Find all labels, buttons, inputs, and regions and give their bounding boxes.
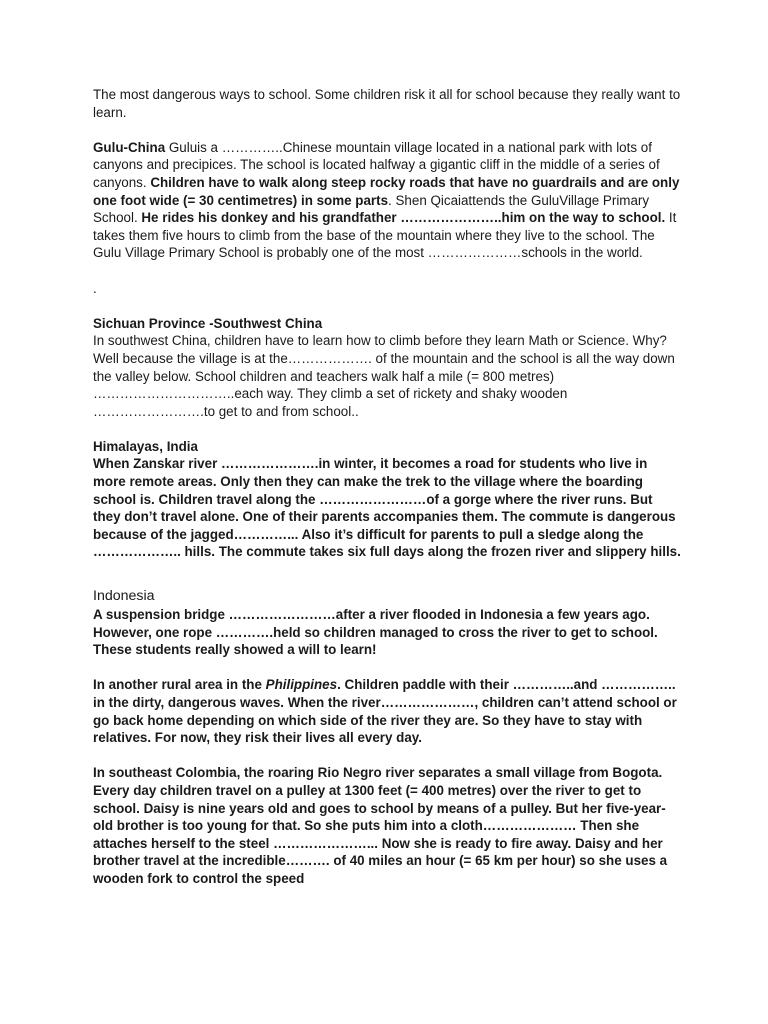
colombia-paragraph: In southeast Colombia, the roaring Rio Negro river separates a small village from Bogota. Every day children travel on a pulley at 1300 feet (= 400 metres) over the river to get to school. Daisy is nine years old and goes to school by means of a pulley. But her five-year-old brother is too young for that. So she puts him into a cloth………………… Then she attaches herself to the steel …………………... Now she is ready to fire away. Daisy and her brother travel at the incredible………. of 40 miles an hour (= 65 km per hour) so she uses a wooden fork to control the speed	[93, 765, 668, 886]
sichuan-paragraph: In southwest China, children have to learn how to climb before they learn Math or Science. Why? Well because the village is at the………………. of the mountain and the school is all the way down the valley below. School children and teachers walk half a mile (= 800 metres) …………………………..each way. They climb a set of rickety and shaky wooden …………………….to get to and from school..	[93, 333, 675, 419]
indonesia-heading: Indonesia	[93, 588, 155, 605]
gulu-text-1: Guluis a …………..Chinese mountain village located in a national park with lots of canyons and precipices. The school is located halfway a gigantic cliff in the middle of a series of canyons.	[93, 139, 660, 190]
spacer	[93, 747, 683, 765]
spacer	[93, 121, 683, 139]
indonesia-paragraph: A suspension bridge ……………………after a river flooded in Indonesia a few years ago. However, one rope ………….held so children managed to cross the river to get to school. These students really showed a will to learn!	[93, 607, 658, 658]
spacer	[93, 297, 683, 315]
gulu-paragraph	[93, 139, 683, 262]
gulu-text-3: It takes them five hours to climb from the base of the mountain where they live to the school. The Gulu Village Primary School is probably one of the most …………………schools in the world.	[93, 210, 677, 261]
spacer	[93, 262, 683, 280]
himalayas-heading: Himalayas, India	[93, 438, 198, 454]
gulu-bold-2: He rides his donkey and his grandfather …………………..him on the way to school.	[141, 210, 666, 226]
gulu-heading: Gulu-China	[93, 139, 166, 155]
sichuan-heading: Sichuan Province -Southwest China	[93, 315, 323, 331]
spacer	[93, 420, 683, 438]
document-page	[93, 86, 683, 888]
spacer	[93, 561, 683, 587]
stray-dot: .	[93, 280, 97, 296]
spacer	[93, 659, 683, 677]
philippines-text-1: In another rural area in the	[93, 677, 266, 693]
intro-paragraph: The most dangerous ways to school. Some children risk it all for school because they really want to learn.	[93, 87, 681, 120]
philippines-italic: Philippines	[265, 677, 338, 693]
gulu-text-2: . Shen Qicaiattends the GuluVillage Primary School.	[93, 192, 650, 226]
philippines-paragraph	[93, 676, 683, 746]
philippines-text-2: . Children paddle with their …………..and …………….. in the dirty, dangerous waves. When the river…………………, children can’t attend school or go back home depending on which side of the river they are. So they have to stay with relatives. For now, they risk their lives all every day.	[93, 677, 677, 746]
gulu-bold-1: Children have to walk along steep rocky roads that have no guardrails and are only one foot wide (= 30 centimetres) in some parts	[93, 174, 680, 208]
himalayas-paragraph: When Zanskar river ………………….in winter, it becomes a road for students who live in more remote areas. Only then they can make the trek to the village where the boarding school is. Children travel along the ……………………of a gorge where the river runs. But they don’t travel alone. One of their parents accompanies them. The commute is dangerous because of the jagged…………... Also it’s difficult for parents to pull a sledge along the ……………….. hills. The commute takes six full days along the frozen river and slippery hills.	[93, 456, 681, 560]
